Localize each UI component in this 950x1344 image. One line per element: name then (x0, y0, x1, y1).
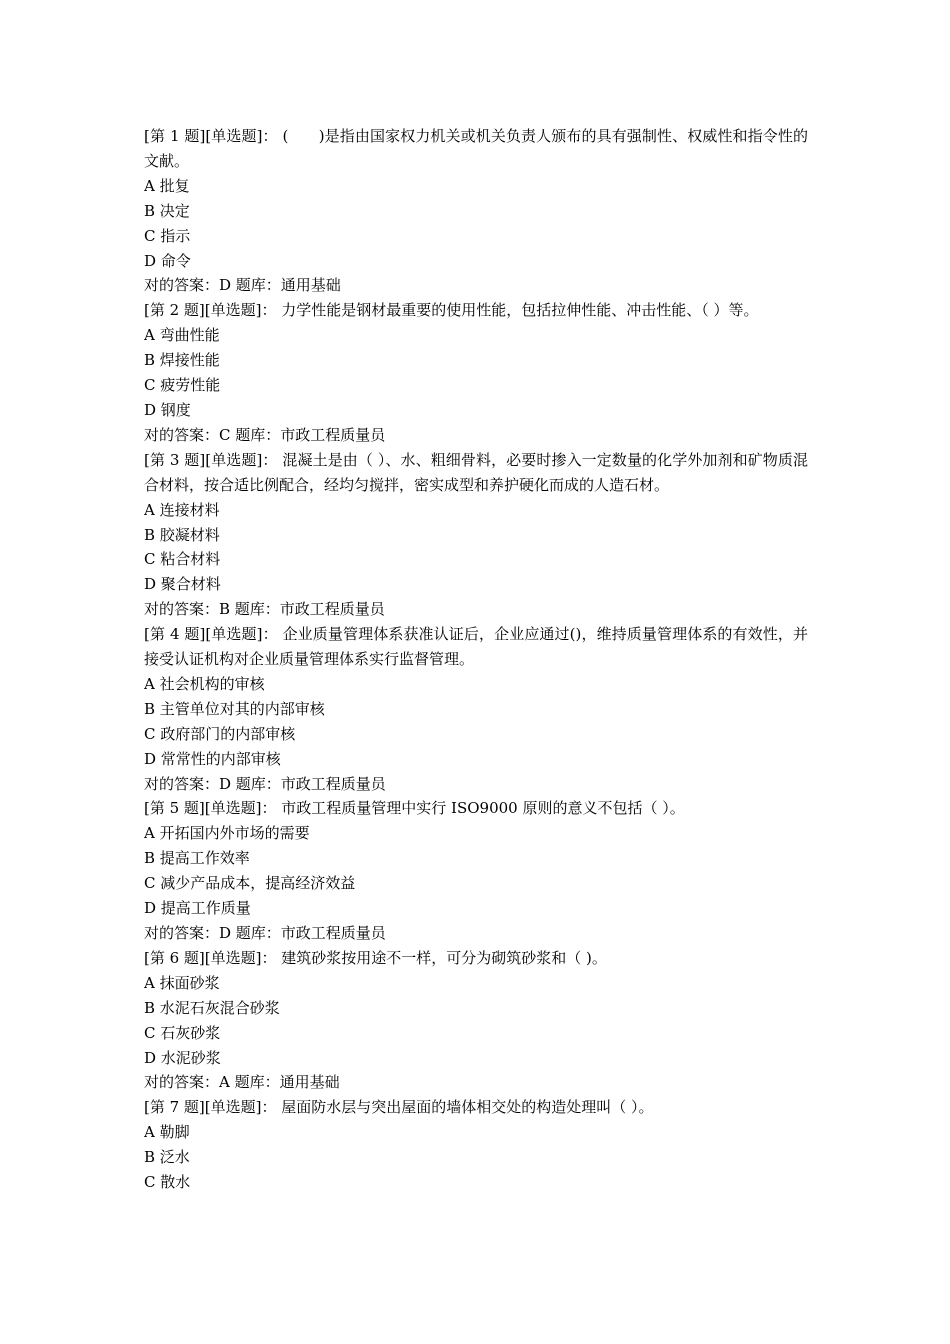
answer-line: 对的答案：B 题库：市政工程质量员 (144, 600, 385, 619)
document-page (144, 124, 808, 1195)
question-2 (144, 298, 808, 447)
option-d: D 钢度 (144, 400, 191, 419)
option-a: A 抹面砂浆 (144, 973, 220, 992)
question-stem (144, 298, 808, 323)
option-b: B 水泥石灰混合砂浆 (144, 998, 280, 1017)
option-b: B 焊接性能 (144, 351, 220, 370)
option-c: C 石灰砂浆 (144, 1023, 221, 1042)
question-1 (144, 124, 808, 298)
answer-line: 对的答案：D 题库：通用基础 (144, 276, 341, 295)
question-prefix: [第 6 题][单选题]： (144, 948, 277, 967)
question-prefix: [第 5 题][单选题]： (144, 799, 277, 818)
option-b: B 泛水 (144, 1148, 190, 1167)
option-b: B 提高工作效率 (144, 849, 250, 868)
option-d: D 常常性的内部审核 (144, 749, 281, 768)
question-prefix: [第 7 题][单选题]： (144, 1098, 277, 1117)
question-stem (144, 124, 808, 174)
question-5 (144, 796, 808, 945)
option-c: C 指示 (144, 226, 191, 245)
question-4 (144, 622, 808, 796)
question-stem (144, 796, 808, 821)
question-text: ( )是指由国家权力机关或机关负责人颁布的具有强制性、权威性和指令性的文献。 (144, 127, 808, 170)
option-a: A 连接材料 (144, 500, 220, 519)
question-text: 力学性能是钢材最重要的使用性能，包括拉伸性能、冲击性能、（ ）等。 (281, 301, 759, 320)
option-d: D 聚合材料 (144, 575, 221, 594)
question-stem (144, 622, 808, 672)
option-c: C 疲劳性能 (144, 376, 221, 395)
option-c: C 散水 (144, 1173, 191, 1192)
option-c: C 政府部门的内部审核 (144, 724, 296, 743)
option-c: C 粘合材料 (144, 550, 221, 569)
option-a: A 弯曲性能 (144, 326, 220, 345)
option-b: B 决定 (144, 201, 190, 220)
question-6 (144, 946, 808, 1095)
option-b: B 胶凝材料 (144, 525, 220, 544)
question-prefix: [第 1 题][单选题]： (144, 127, 278, 145)
question-stem (144, 946, 808, 971)
question-prefix: [第 2 题][单选题]： (144, 301, 277, 320)
option-c: C 减少产品成本，提高经济效益 (144, 874, 356, 893)
question-text: 企业质量管理体系获准认证后，企业应通过()，维持质量管理体系的有效性，并接受认证机构对企业质量管理体系实行监督管理。 (144, 625, 808, 669)
option-d: D 命令 (144, 251, 191, 270)
question-stem (144, 448, 808, 498)
option-a: A 社会机构的审核 (144, 674, 265, 693)
question-text: 混凝土是由（ ）、水、粗细骨料，必要时掺入一定数量的化学外加剂和矿物质混合材料，按合适比例配合，经均匀搅拌，密实成型和养护硬化而成的人造石材。 (144, 450, 808, 494)
option-a: A 勒脚 (144, 1123, 190, 1142)
option-a: A 批复 (144, 176, 190, 195)
option-d: D 提高工作质量 (144, 899, 251, 918)
question-prefix: [第 4 题][单选题]： (144, 625, 278, 644)
question-text: 建筑砂浆按用途不一样，可分为砌筑砂浆和（ )。 (281, 948, 607, 967)
answer-line: 对的答案：A 题库：通用基础 (144, 1073, 340, 1092)
answer-line: 对的答案：C 题库：市政工程质量员 (144, 425, 386, 444)
option-b: B 主管单位对其的内部审核 (144, 699, 325, 718)
answer-line: 对的答案：D 题库：市政工程质量员 (144, 774, 386, 793)
option-a: A 开拓国内外市场的需要 (144, 824, 310, 843)
question-7 (144, 1095, 808, 1195)
answer-line: 对的答案：D 题库：市政工程质量员 (144, 924, 386, 942)
question-text: 屋面防水层与突出屋面的墙体相交处的构造处理叫（ ）。 (281, 1098, 654, 1117)
question-prefix: [第 3 题][单选题]： (144, 450, 278, 469)
question-3 (144, 448, 808, 622)
question-stem (144, 1095, 808, 1120)
question-text: 市政工程质量管理中实行 ISO9000 原则的意义不包括（ ）。 (281, 799, 685, 818)
option-d: D 水泥砂浆 (144, 1048, 221, 1067)
